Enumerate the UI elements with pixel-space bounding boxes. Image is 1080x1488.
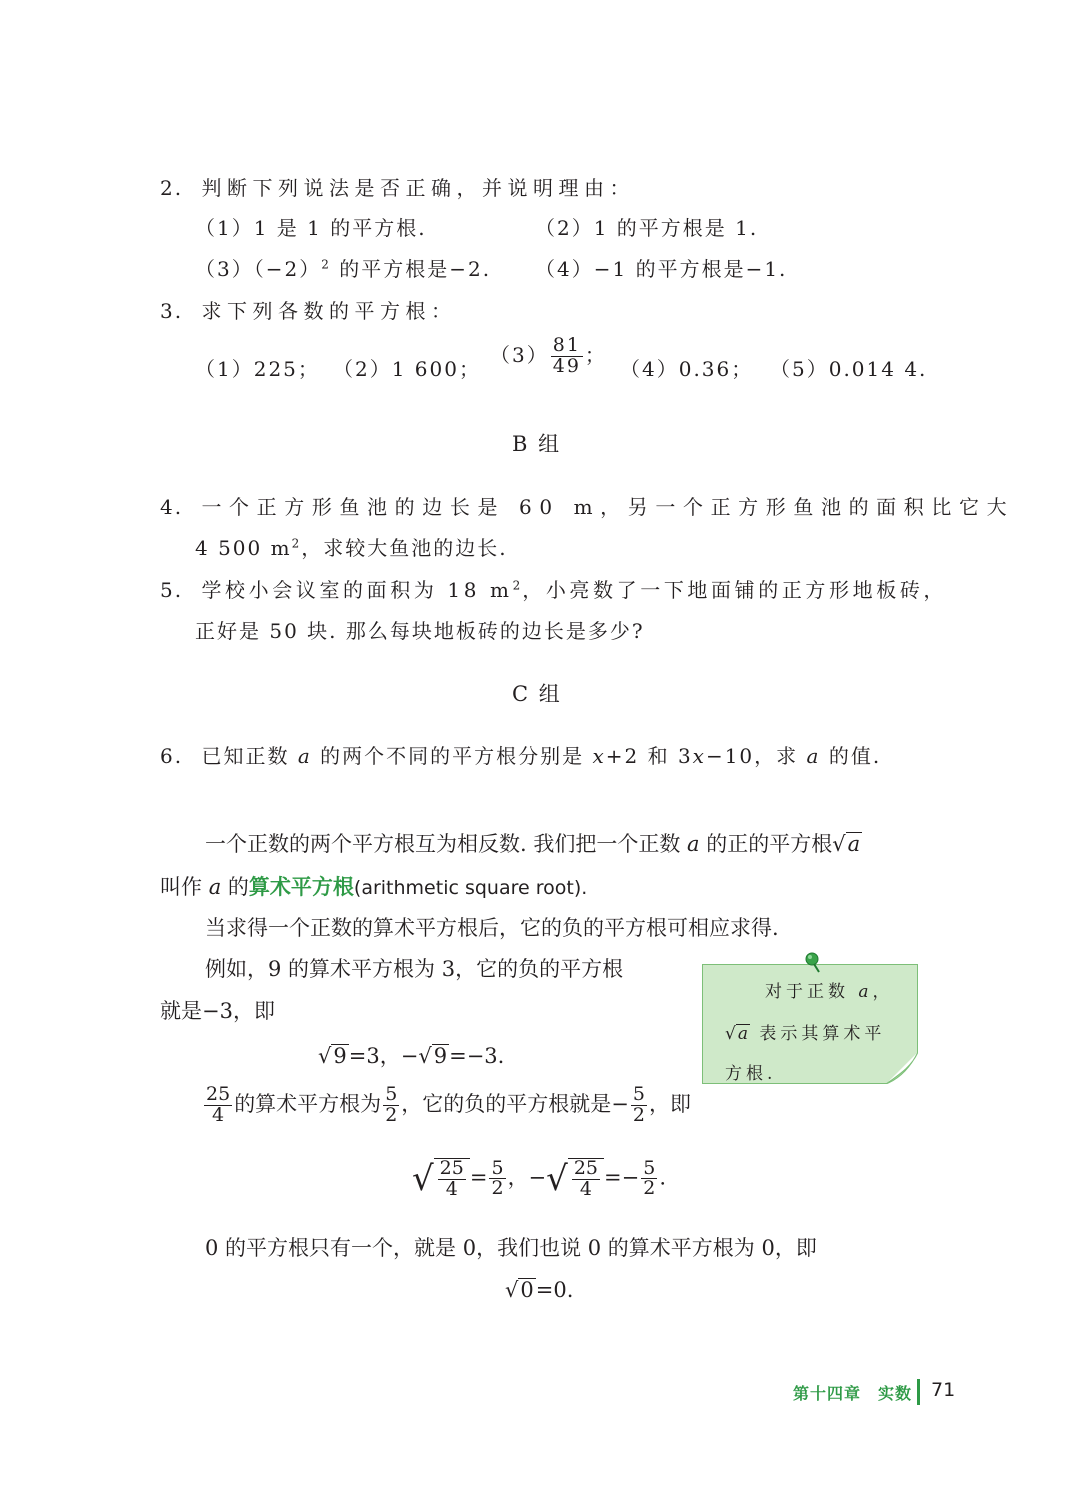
exercise-prompt: 判断下列说法是否正确，并说明理由： bbox=[201, 176, 635, 200]
exercise-3-item-5: （5）0.014 4. bbox=[770, 357, 928, 381]
exercise-5-line-2: 正好是 50 块. 那么每块地板砖的边长是多少? bbox=[195, 619, 645, 643]
exercise-3 bbox=[160, 295, 456, 324]
fraction: $\frac{5}{2}$ bbox=[385, 1083, 398, 1126]
exercise-2-item-3: $(3)(-2)^2$ 的平方根是−2. bbox=[195, 257, 492, 281]
exercise-number: 5. bbox=[160, 578, 184, 602]
exercise-5: 5. 学校小会议室的面积为 18 $m^2$，小亮数了一下地面铺的正方形地板砖， bbox=[160, 578, 948, 602]
page-curl-icon bbox=[886, 1052, 918, 1084]
note-line-2: √ a 表示其算术平 bbox=[725, 1024, 886, 1044]
exercise-3-item-1: （1）225； bbox=[195, 357, 320, 381]
key-term: 算术平方根 bbox=[248, 874, 354, 899]
fraction: $\frac{5}{2}$ bbox=[632, 1083, 645, 1126]
sqrt-a: √a bbox=[832, 832, 861, 856]
exercise-prompt: 求下列各数的平方根： bbox=[201, 299, 457, 323]
exercise-6: 6. 已知正数 a 的两个不同的平方根分别是 x+2 和 3x−10，求 a 的值. bbox=[160, 744, 882, 768]
group-c-heading: C 组 bbox=[512, 682, 562, 706]
equation-sqrt-0: √0=0. bbox=[505, 1278, 574, 1302]
paragraph-negative-root: 当求得一个正数的算术平方根后，它的负的平方根可相应求得. bbox=[205, 916, 779, 940]
exercise-4-line-2: 4 500 $m^2$，求较大鱼池的边长. bbox=[195, 536, 508, 560]
footer-chapter: 第十四章 实数 bbox=[793, 1384, 913, 1403]
exercise-3-item-4: （4）0.36； bbox=[620, 357, 754, 381]
exercise-number: 2. bbox=[160, 176, 184, 200]
footer-divider bbox=[917, 1379, 920, 1405]
paragraph-example-line-2: 就是−3，即 bbox=[160, 999, 275, 1023]
exercise-2-item-4: （4）−1 的平方根是−1. bbox=[535, 257, 788, 281]
exercise-3-item-2: （2）1 600； bbox=[333, 357, 481, 381]
sticky-note bbox=[702, 964, 918, 1084]
note-line-1: 对于正数 a， bbox=[765, 982, 894, 1002]
page-number: 71 bbox=[931, 1379, 956, 1401]
paragraph-definition-line-2: 叫作 a 的算术平方根(arithmetic square root). bbox=[160, 874, 588, 899]
group-b-heading: B 组 bbox=[512, 432, 562, 456]
paragraph-definition-line-1: 一个正数的两个平方根互为相反数. 我们把一个正数 a 的正的平方根√a bbox=[205, 832, 861, 856]
paragraph-fraction-example: $\frac{25}{4}$ 的算术平方根为 $\frac{5}{2}$ ，它的负的平方根就是− $\frac{5}{2}$ ，即 bbox=[206, 1083, 691, 1126]
exercise-number: 6. bbox=[160, 744, 184, 768]
exercise-number: 3. bbox=[160, 299, 184, 323]
fraction: $\frac{81}{49}$ bbox=[552, 334, 581, 377]
exercise-2-item-2: （2）1 的平方根是 1. bbox=[535, 216, 759, 240]
exercise-4: 4. 一个正方形鱼池的边长是 60 m，另一个正方形鱼池的面积比它大 bbox=[160, 495, 1015, 519]
equation-sqrt-fraction: √ $\frac{25}{4}$ = $\frac{5}{2}$ ，−√ $\frac{25}{4}$ =− $\frac{5}{2}$ . bbox=[412, 1156, 667, 1200]
paragraph-zero-root: 0 的平方根只有一个，就是 0，我们也说 0 的算术平方根为 0，即 bbox=[205, 1236, 817, 1260]
note-line-3: 方根. bbox=[725, 1064, 777, 1084]
equation-sqrt-9: √9=3，−√9=−3. bbox=[318, 1044, 505, 1068]
exercise-number: 4. bbox=[160, 495, 184, 519]
fraction: $\frac{25}{4}$ bbox=[206, 1083, 231, 1126]
exercise-2-item-1: （1）1 是 1 的平方根. bbox=[195, 216, 427, 240]
pushpin-icon bbox=[801, 949, 827, 975]
paragraph-example-line-1: 例如，9 的算术平方根为 3，它的负的平方根 bbox=[205, 957, 624, 981]
exercise-3-item-3: （3） $\frac{81}{49}$ ； bbox=[490, 334, 607, 377]
exercise-2 bbox=[160, 172, 635, 201]
